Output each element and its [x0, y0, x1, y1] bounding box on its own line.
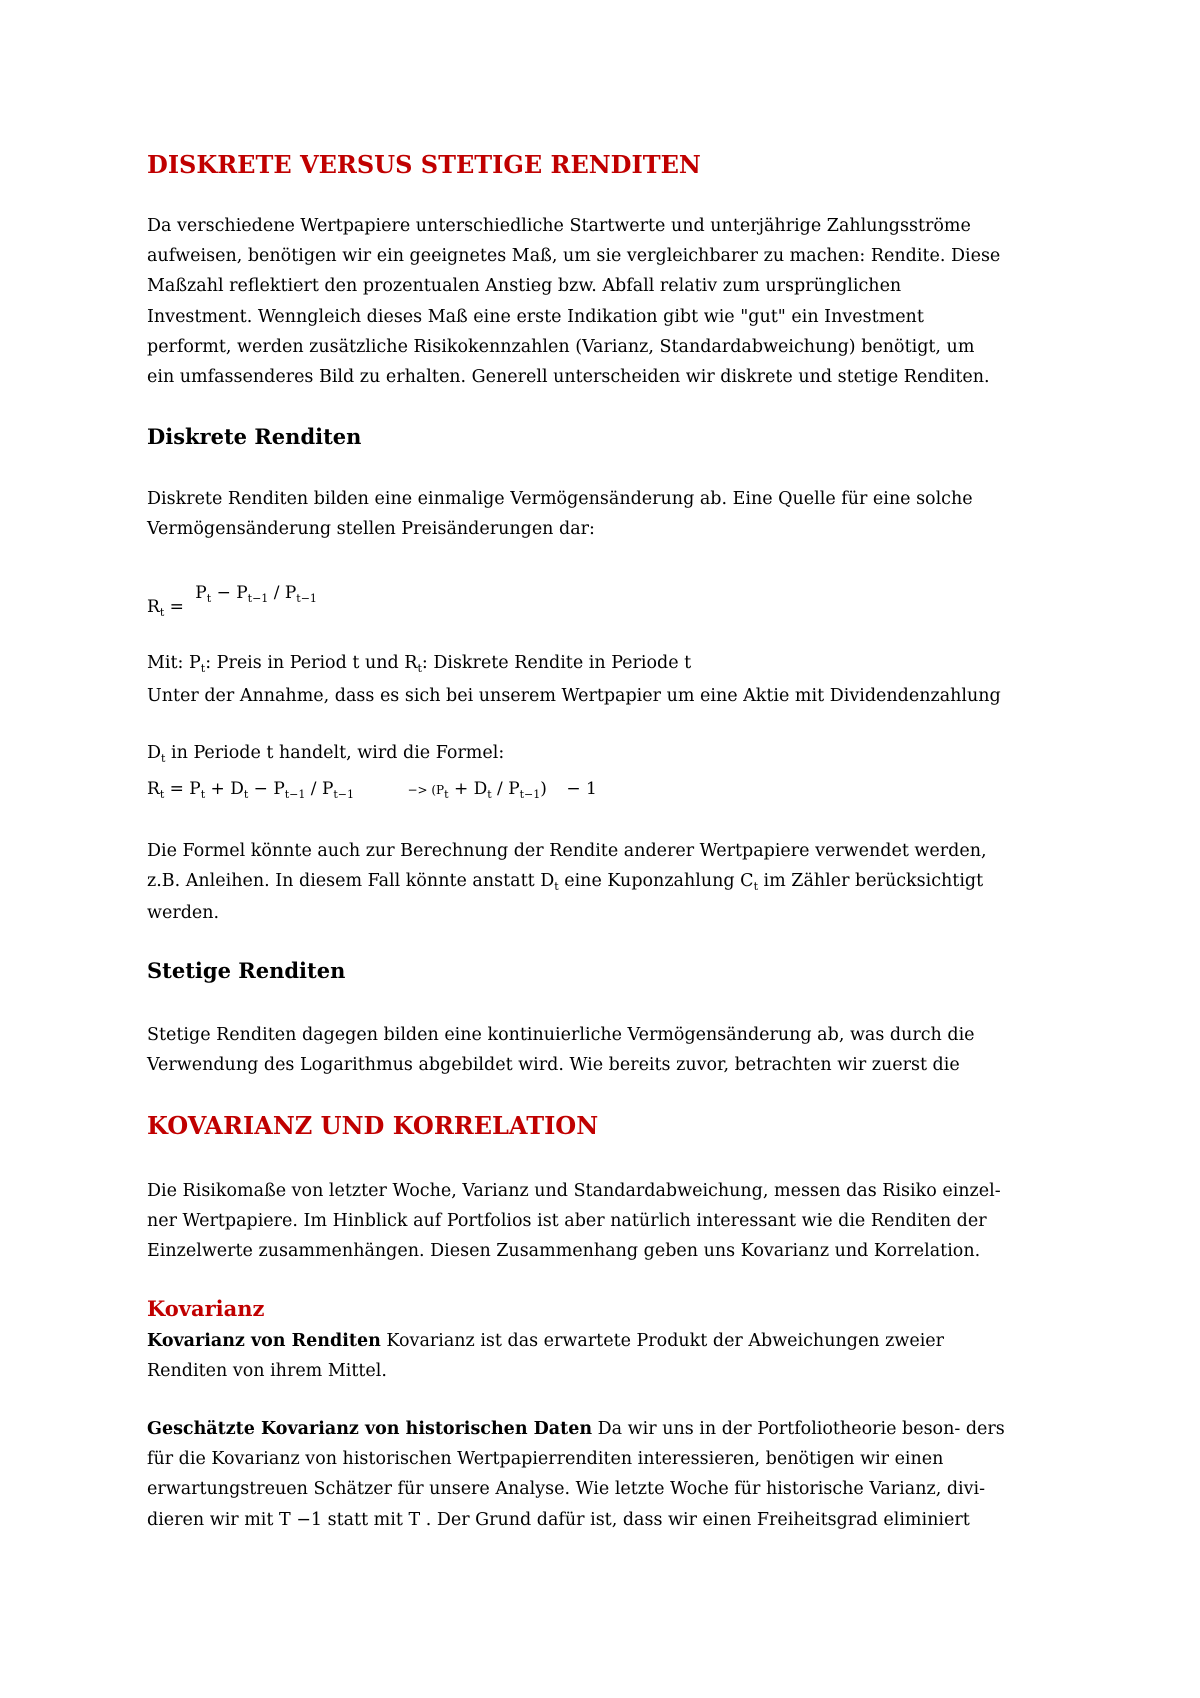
- section-title-kovarianz-korrelation: KOVARIANZ UND KORRELATION: [147, 1111, 599, 1140]
- kovarianz-definition: [147, 1326, 944, 1386]
- text-run: Mit: P: [147, 653, 201, 673]
- historical-covariance-paragraph: [147, 1414, 1005, 1535]
- formula-subscript: t: [159, 606, 165, 619]
- text-line: Die Risikomaße von letzter Woche, Varianz und Standardabweichung, messen das Risiko einzel-: [147, 1181, 1001, 1201]
- term-bold: Geschätzte Kovarianz von historischen Daten: [147, 1419, 593, 1439]
- heading-stetige-renditen: Stetige Renditen: [147, 958, 346, 983]
- formula-subscript: t: [243, 788, 249, 801]
- formula-subscript: t: [206, 592, 212, 605]
- annahme-line: Unter der Annahme, dass es sich bei unserem Wertpapier um eine Aktie mit Dividendenzahlung: [147, 686, 1001, 706]
- formula-symbol: P: [195, 583, 207, 603]
- formula-symbol: + D: [205, 779, 244, 799]
- formula-subscript: t−1: [247, 592, 269, 605]
- formula-subscript: t: [417, 662, 422, 675]
- text-line: Investment. Wenngleich dieses Maß eine erste Indikation gibt wie "gut" ein Investment: [147, 306, 924, 327]
- formula-symbol: / P: [305, 779, 334, 799]
- kovarianz-intro-paragraph: [147, 1176, 1001, 1267]
- text-line: Stetige Renditen dagegen bilden eine kontinuierliche Vermögensänderung ab, was durch die: [147, 1025, 975, 1045]
- formula-subscript: t: [161, 752, 166, 765]
- text-line: Vermögensänderung stellen Preisänderungen dar:: [147, 519, 595, 540]
- text-line: aufweisen, benötigen wir ein geeignetes Maß, um sie vergleichbarer zu machen: Rendite. Diese: [147, 246, 1001, 267]
- text-line: Diskrete Renditen bilden eine einmalige Vermögensänderung ab. Eine Quelle für eine solche: [147, 489, 973, 509]
- mit-line: [147, 648, 691, 680]
- text-line: [147, 1414, 1005, 1444]
- formula-symbol: / P: [491, 779, 520, 799]
- dividend-line: [147, 738, 504, 770]
- text-run: Kovarianz ist das erwartete Produkt der Abweichungen zweier: [380, 1331, 945, 1351]
- text-run: D: [147, 743, 162, 763]
- text-line: ein umfassenderes Bild zu erhalten. Generell unterscheiden wir diskrete und stetige Renditen.: [147, 367, 990, 388]
- text-line: [147, 1326, 944, 1356]
- formula-dividend-return: [147, 778, 597, 802]
- text-line: dieren wir mit T −1 statt mit T . Der Grund dafür ist, dass wir einen Freiheitsgrad eliminiert: [147, 1509, 970, 1530]
- stetig-paragraph: [147, 1020, 975, 1080]
- text-line: Die Formel könnte auch zur Berechnung der Rendite anderer Wertpapiere verwendet werden,: [147, 841, 987, 861]
- formula-symbol: − P: [248, 779, 285, 799]
- formula-symbol: −> (P: [407, 783, 445, 797]
- formula-symbol: / P: [268, 583, 297, 603]
- section-title-diskrete-vs-stetige: DISKRETE VERSUS STETIGE RENDITEN: [147, 150, 701, 179]
- text-run: : Diskrete Rendite in Periode t: [421, 653, 692, 673]
- text-line: für die Kovarianz von historischen Wertpapierrenditen interessieren, benötigen wir einen: [147, 1449, 944, 1470]
- text-run: im Zähler berücksichtigt: [757, 871, 984, 892]
- formula-subscript: t−1: [296, 592, 317, 605]
- text-line: Verwendung des Logarithmus abgebildet wird. Wie bereits zuvor, betrachten wir zuerst die: [147, 1055, 960, 1076]
- text-line: erwartungstreuen Schätzer für unsere Analyse. Wie letzte Woche für historische Varianz, divi-: [147, 1479, 986, 1500]
- formula-symbol: ): [540, 779, 547, 799]
- formula-subscript: t: [487, 788, 492, 801]
- formula-subscript: t: [200, 662, 206, 675]
- text-line: Renditen von ihrem Mittel.: [147, 1361, 387, 1382]
- heading-kovarianz: Kovarianz: [147, 1296, 265, 1321]
- text-line: werden.: [147, 903, 220, 924]
- diskret-paragraph: [147, 484, 973, 544]
- text-line: Da verschiedene Wertpapiere unterschiedliche Startwerte und unterjährige Zahlungsströme: [147, 216, 971, 236]
- formula-subscript: t−1: [333, 788, 355, 801]
- formula-symbol: =: [164, 597, 184, 617]
- text-line: performt, werden zusätzliche Risikokennzahlen (Varianz, Standardabweichung) benötigt, um: [147, 336, 975, 357]
- formula-subscript: t: [200, 788, 206, 801]
- text-line: Einzelwerte zusammenhängen. Diesen Zusammenhang geben uns Kovarianz und Korrelation.: [147, 1241, 981, 1262]
- text-run: Da wir uns in der Portfoliotheorie beson- ders: [592, 1419, 1005, 1439]
- text-line: Maßzahl reflektiert den prozentualen Anstieg bzw. Abfall relativ zum ursprünglichen: [147, 276, 902, 297]
- text-run: in Periode t handelt, wird die Formel:: [165, 743, 505, 763]
- formula-subscript: t: [554, 880, 559, 894]
- text-run: : Preis in Period t und R: [205, 653, 418, 673]
- intro-paragraph: [147, 211, 1000, 392]
- formula-symbol: R: [147, 779, 160, 799]
- formula-symbol: + D: [448, 779, 488, 799]
- text-line: ner Wertpapiere. Im Hinblick auf Portfolios ist aber natürlich interessant wie die Renditen der: [147, 1211, 987, 1232]
- formula-symbol: − 1: [566, 779, 597, 799]
- formula-subscript: t−1: [284, 788, 306, 801]
- formula-symbol: − P: [211, 583, 248, 603]
- heading-diskrete-renditen: Diskrete Renditen: [147, 424, 362, 449]
- formula-discrete-return: [147, 582, 317, 619]
- formula-symbol: R: [147, 597, 160, 617]
- text-run: eine Kuponzahlung C: [558, 871, 754, 892]
- formula-subscript: t: [753, 880, 758, 894]
- formula-subscript: t: [444, 788, 449, 801]
- outro-paragraph: [147, 836, 987, 929]
- text-run: z.B. Anleihen. In diesem Fall könnte anstatt D: [147, 871, 555, 892]
- text-line: [147, 866, 987, 898]
- formula-symbol: = P: [164, 779, 201, 799]
- formula-subscript: t: [159, 788, 165, 801]
- term-bold: Kovarianz von Renditen: [147, 1331, 381, 1351]
- formula-subscript: t−1: [519, 788, 541, 801]
